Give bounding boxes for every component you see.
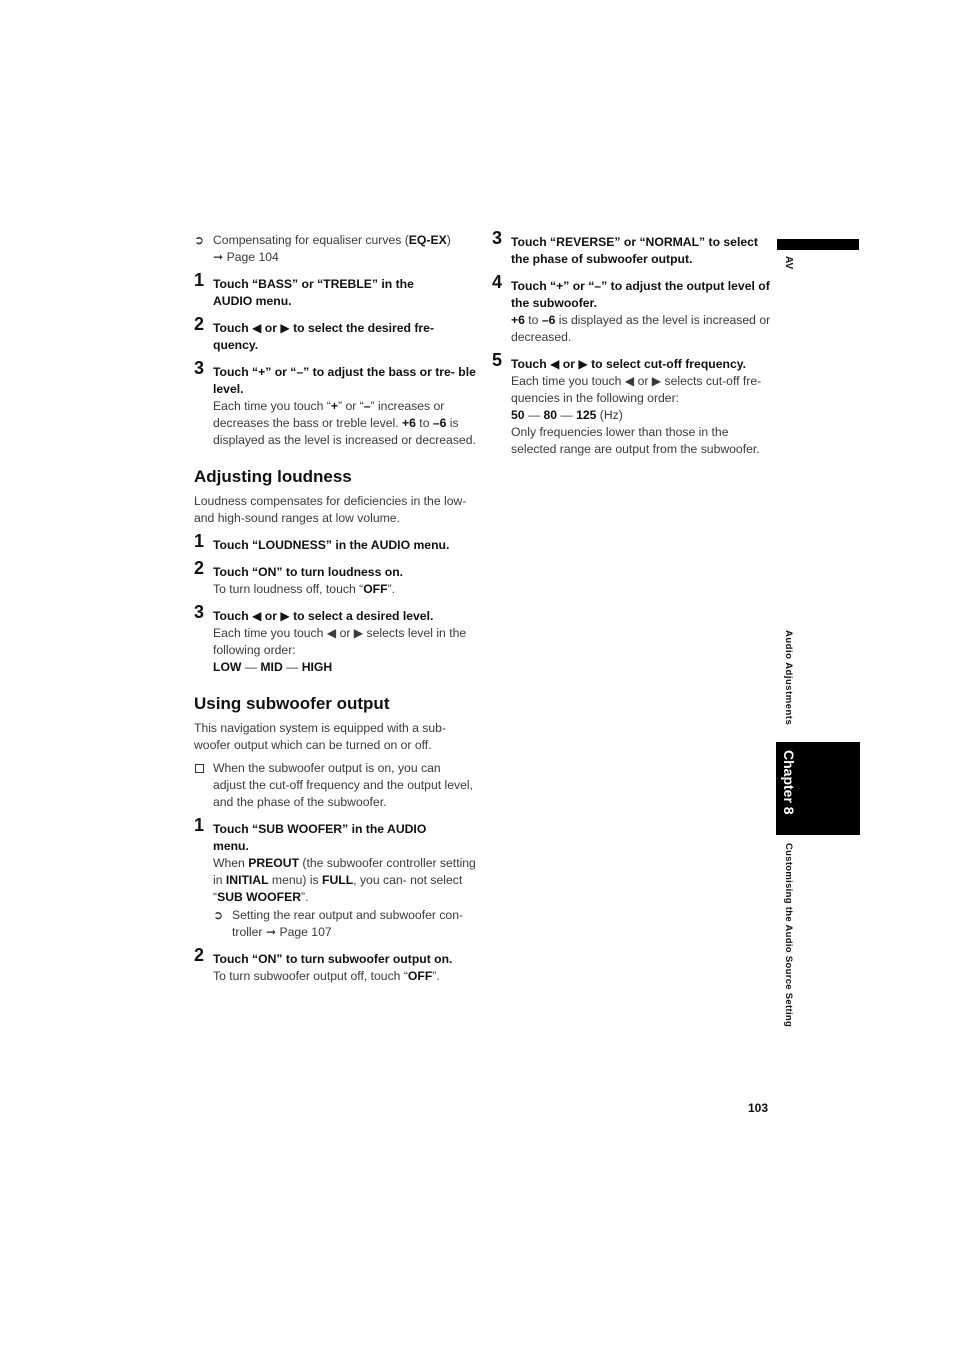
right-column (492, 228, 774, 458)
note-box-icon (195, 764, 204, 773)
step-3-adjust-level: 3 Touch “+” or “–” to adjust the bass or tre- ble level. Each time you touch “+” or “–” increases or decreases the bass or treble level. +6 to –6 is displayed as the level is increased or decreased. (194, 358, 476, 447)
left-column (194, 232, 476, 985)
subwoofer-step-5: 5 Touch ◀ or ▶ to select cut-off frequency. Each time you touch ◀ or ▶ selects cut-off fre- quencies in the following order: 50 — 80 — 125 (Hz) Only frequencies lower than those in the selected range are output from the subwoofer. (492, 356, 774, 458)
section-heading: Adjusting loudness (194, 467, 352, 486)
av-section-label: AV (783, 256, 794, 270)
loudness-step-1: 1 Touch “LOUDNESS” in the AUDIO menu. (194, 531, 450, 552)
loudness-step-2: 2 Touch “ON” to turn loudness on. To turn loudness off, touch “OFF”. (194, 558, 404, 596)
reference-arrow-icon: ➲ (194, 233, 205, 247)
reference-eq-ex: ➲ Compensating for equaliser curves (EQ-EX) ➞ Page 104 (194, 233, 451, 264)
subwoofer-step-3: 3 Touch “REVERSE” or “NORMAL” to select the phase of subwoofer output. (492, 228, 758, 266)
section-heading: Using subwoofer output (194, 694, 390, 713)
subwoofer-step-1: 1 Touch “SUB WOOFER” in the AUDIO menu. When PREOUT (the subwoofer controller setting in INITIAL menu) is FULL, you can- not select “SUB WOOFER”. ➲ Setting the rear output and subwoofer con- troller ➞ Page 107 (194, 815, 476, 939)
subwoofer-step-2: 2 Touch “ON” to turn subwoofer output on. To turn subwoofer output off, touch “OFF”. (194, 945, 453, 983)
frequency-order: 50 — 80 — 125 (Hz) (511, 408, 623, 422)
loudness-order: LOW — MID — HIGH (213, 660, 333, 674)
chapter-title-label: Customising the Audio Source Setting (783, 843, 794, 1028)
audio-adjustments-label: Audio Adjustments (783, 630, 794, 726)
step-1-bass-treble: 1 Touch “BASS” or “TREBLE” in the AUDIO menu. (194, 270, 414, 308)
subwoofer-note: When the subwoofer output is on, you can adjust the cut-off frequency and the output level, and the phase of the subwoofer. (194, 760, 476, 811)
av-section-bar (777, 239, 859, 250)
section-using-subwoofer: Using subwoofer output This navigation system is equipped with a sub- woofer output which can be turned on or off. When the subwoofer output is on, you can adjust the cut-off frequency and the output level, and the phase of the subwoofer. 1 Touch “SUB WOOFER” in the AUDIO menu. When PREOUT (the subwoofer controller setting in INITIAL menu) is FULL, you can- not select “SUB WOOFER”. ➲ Setting the rear output and subwoofer con- troller ➞ Page 107 2 Touch “ON” to turn subwoofer output on. To turn subwoofer output off, touch “OFF”. (194, 694, 476, 983)
subwoofer-step-4: 4 Touch “+” or “–” to adjust the output level of the subwoofer. +6 to –6 is displayed as the level is increased or decreased. (492, 272, 771, 344)
reference-arrow-icon: ➲ (213, 908, 224, 922)
chapter-label: Chapter 8 (781, 750, 797, 815)
page-number: 103 (748, 1101, 769, 1115)
loudness-step-3: 3 Touch ◀ or ▶ to select a desired level. Each time you touch ◀ or ▶ selects level in the following order: LOW — MID — HIGH (194, 608, 476, 676)
step-2-select-frequency: 2 Touch ◀ or ▶ to select the desired fre- quency. (194, 314, 435, 352)
section-adjusting-loudness: Adjusting loudness Loudness compensates for deficiencies in the low- and high-sound ranges at low volume. 1 Touch “LOUDNESS” in the AUDIO menu. 2 Touch “ON” to turn loudness on. To turn loudness off, touch “OFF”. 3 Touch ◀ or ▶ to select a desired level. Each time you touch ◀ or ▶ selects level in the following order: LOW — MID — HIGH (194, 467, 476, 676)
page-link-104[interactable]: ➞ Page 104 (213, 250, 279, 264)
reference-rear-output[interactable]: ➲ Setting the rear output and subwoofer con- troller ➞ Page 107 (213, 908, 464, 939)
